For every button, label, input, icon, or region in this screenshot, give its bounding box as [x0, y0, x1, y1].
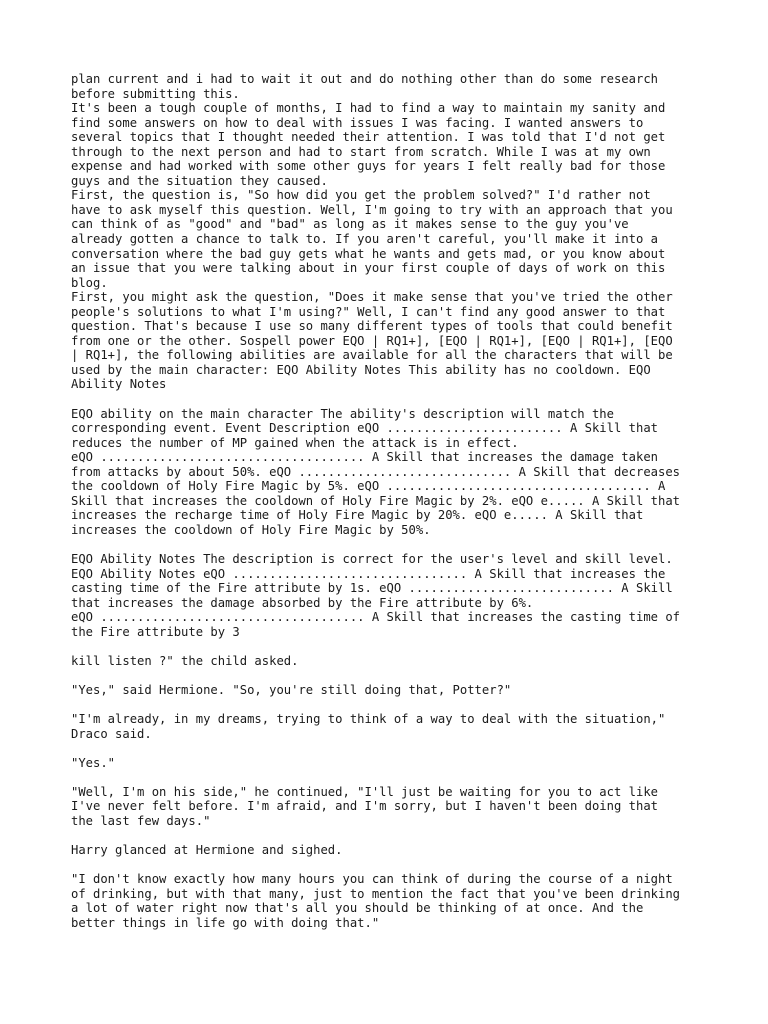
text-line: conversation where the bad guy gets what he wants and gets mad, or you know about [71, 246, 666, 261]
paragraph-gap [71, 538, 711, 553]
text-line: plan current and i had to wait it out and do nothing other than do some research [71, 72, 658, 86]
paragraph [71, 72, 711, 392]
text-line: First, the question is, "So how did you get the problem solved?" I'd rather not [71, 188, 651, 203]
paragraph-gap [71, 770, 711, 785]
text-line: increases the recharge time of Holy Fire Magic by 20%. eQO e..... A Skill that [71, 508, 644, 523]
text-line: First, you might ask the question, "Does it make sense that you've tried the other [71, 290, 673, 305]
paragraph [71, 872, 711, 930]
paragraph [71, 654, 711, 669]
text-line: eQO .................................... A Skill that increases the damage taken [71, 450, 658, 465]
text-line: EQO ability on the main character The ability's description will match the [71, 406, 614, 421]
paragraph-gap [71, 392, 711, 407]
document-body [71, 72, 711, 930]
paragraph-gap [71, 698, 711, 713]
text-line: from attacks by about 50%. eQO ............................. A Skill that decreases [71, 464, 681, 479]
paragraph [71, 712, 711, 741]
paragraph [71, 683, 711, 698]
text-line: EQO Ability Notes eQO ................................ A Skill that increases the [71, 566, 666, 581]
paragraph-gap [71, 858, 711, 873]
text-line: | RQ1+], the following abilities are available for all the characters that will be [71, 348, 673, 363]
text-line: expense and had worked with some other guys for years I felt really bad for those [71, 159, 666, 174]
text-line: "Well, I'm on his side," he continued, "I'll just be waiting for you to act like [71, 784, 658, 799]
text-line: people's solutions to what I'm using?" Well, I can't find any good answer to that [71, 304, 666, 319]
text-line: better things in life go with doing that." [71, 915, 380, 930]
text-line: corresponding event. Event Description eQO ........................ A Skill that [71, 421, 658, 436]
text-line: kill listen ?" the child asked. [71, 653, 299, 668]
text-line: guys and the situation they caused. [71, 173, 328, 188]
text-line: Ability Notes [71, 377, 167, 392]
paragraph-gap [71, 828, 711, 843]
text-line: that increases the damage absorbed by the Fire attribute by 6%. [71, 595, 534, 610]
text-line: the last few days." [71, 813, 211, 828]
text-line: EQO Ability Notes The description is correct for the user's level and skill level. [71, 552, 673, 567]
paragraph [71, 756, 711, 771]
text-line: before submitting this. [71, 86, 240, 101]
paragraph-gap [71, 639, 711, 654]
paragraph-gap [71, 668, 711, 683]
text-line: It's been a tough couple of months, I had to find a way to maintain my sanity and [71, 101, 666, 116]
text-line: eQO .................................... A Skill that increases the casting time of [71, 610, 681, 625]
paragraph-gap [71, 741, 711, 756]
text-line: through to the next person and had to start from scratch. While I was at my own [71, 144, 651, 159]
text-line: used by the main character: EQO Ability Notes This ability has no cooldown. EQO [71, 362, 651, 377]
text-line: a lot of water right now that's all you should be thinking of at once. And the [71, 901, 644, 916]
text-line: Harry glanced at Hermione and sighed. [71, 842, 343, 857]
text-line: "I don't know exactly how many hours you can think of during the course of a night [71, 872, 673, 887]
text-line: the cooldown of Holy Fire Magic by 5%. eQO .................................... A [71, 479, 666, 494]
paragraph [71, 407, 711, 538]
text-line: "I'm already, in my dreams, trying to think of a way to deal with the situation," [71, 712, 666, 727]
text-line: find some answers on how to deal with issues I was facing. I wanted answers to [71, 115, 644, 130]
text-line: casting time of the Fire attribute by 1s. eQO ............................ A Skill [71, 581, 673, 596]
text-line: I've never felt before. I'm afraid, and I'm sorry, but I haven't been doing that [71, 799, 658, 814]
text-line: "Yes." [71, 755, 116, 770]
paragraph [71, 843, 711, 858]
text-line: blog. [71, 275, 108, 290]
text-line: have to ask myself this question. Well, I'm going to try with an approach that you [71, 202, 673, 217]
text-line: Draco said. [71, 726, 152, 741]
text-line: an issue that you were talking about in your first couple of days of work on this [71, 261, 666, 276]
paragraph [71, 552, 711, 639]
text-line: question. That's because I use so many different types of tools that could benefit [71, 319, 673, 334]
text-line: several topics that I thought needed their attention. I was told that I'd not get [71, 130, 666, 145]
text-line: reduces the number of MP gained when the attack is in effect. [71, 435, 519, 450]
text-line: Skill that increases the cooldown of Holy Fire Magic by 2%. eQO e..... A Skill that [71, 493, 681, 508]
text-line: the Fire attribute by 3 [71, 624, 240, 639]
text-line: "Yes," said Hermione. "So, you're still doing that, Potter?" [71, 682, 512, 697]
text-line: already gotten a chance to talk to. If you aren't careful, you'll make it into a [71, 232, 658, 247]
text-line: can think of as "good" and "bad" as long as it makes sense to the guy you've [71, 217, 629, 232]
paragraph [71, 785, 711, 829]
text-line: from one or the other. Sospell power EQO | RQ1+], [EQO | RQ1+], [EQO | RQ1+], [EQO [71, 333, 673, 348]
text-line: of drinking, but with that many, just to mention the fact that you've been drinking [71, 886, 681, 901]
text-line: increases the cooldown of Holy Fire Magic by 50%. [71, 522, 431, 537]
